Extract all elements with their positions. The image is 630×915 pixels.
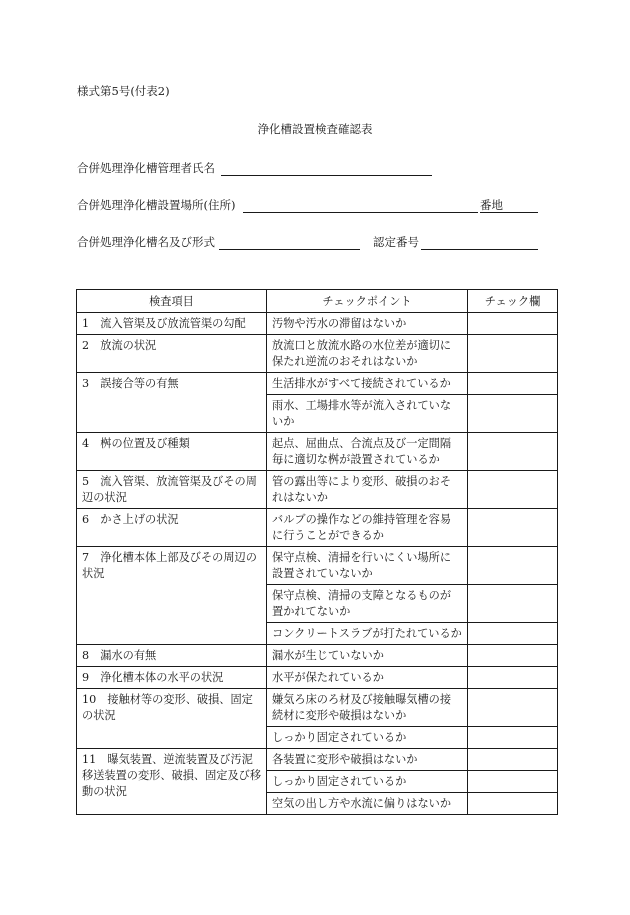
table-row (77, 471, 558, 509)
table-row (77, 509, 558, 547)
check-cell[interactable] (468, 395, 558, 433)
header-check: チェック欄 (468, 290, 558, 313)
checkpoint: 水平が保たれているか (267, 667, 468, 689)
check-cell[interactable] (468, 793, 558, 815)
check-cell[interactable] (468, 547, 558, 585)
checkpoint: しっかり固定されているか (267, 727, 468, 749)
check-cell[interactable] (468, 373, 558, 395)
location-field[interactable] (243, 200, 478, 213)
checkpoint: 雨水、工場排水等が流入されていないか (267, 395, 468, 433)
checkpoint: 生活排水がすべて接続されているか (267, 373, 468, 395)
name-type-label: 合併処理浄化槽名及び形式 (77, 235, 215, 249)
checkpoint: 放流口と放流水路の水位差が適切に保たれ逆流のおそれはないか (267, 335, 468, 373)
check-cell[interactable] (468, 433, 558, 471)
checkpoint: 管の露出等により変形、破損のおそれはないか (267, 471, 468, 509)
cert-number-field[interactable] (421, 237, 538, 250)
checkpoint: 起点、屈曲点、合流点及び一定間隔毎に適切な桝が設置されているか (267, 433, 468, 471)
table-row (77, 313, 558, 335)
manager-name-field[interactable] (221, 163, 432, 176)
table-row (77, 689, 558, 727)
table-row (77, 645, 558, 667)
table-row (77, 433, 558, 471)
checkpoint: バルブの操作などの維持管理を容易に行うことができるか (267, 509, 468, 547)
check-cell[interactable] (468, 509, 558, 547)
page-title: 浄化槽設置検査確認表 (257, 122, 373, 136)
table-row (77, 373, 558, 395)
checkpoint: 保守点検、清掃の支障となるものが置かれてないか (267, 585, 468, 623)
inspection-item: 2 放流の状況 (77, 335, 267, 373)
check-cell[interactable] (468, 771, 558, 793)
inspection-item: 10 接触材等の変形、破損、固定の状況 (77, 689, 267, 749)
checkpoint: しっかり固定されているか (267, 771, 468, 793)
location-label: 合併処理浄化槽設置場所(住所) (77, 198, 236, 212)
check-cell[interactable] (468, 645, 558, 667)
check-cell[interactable] (468, 689, 558, 727)
check-cell[interactable] (468, 471, 558, 509)
checkpoint: 嫌気ろ床のろ材及び接触曝気槽の接続材に変形や破損はないか (267, 689, 468, 727)
checkpoint: コンクリートスラブが打たれているか (267, 623, 468, 645)
check-cell[interactable] (468, 667, 558, 689)
table-row (77, 335, 558, 373)
checkpoint: 保守点検、清掃を行いにくい場所に設置されていないか (267, 547, 468, 585)
check-cell[interactable] (468, 749, 558, 771)
banchi-underline (480, 200, 538, 213)
cert-label: 認定番号 (373, 235, 419, 249)
name-type-field[interactable] (219, 237, 360, 250)
inspection-item: 7 浄化槽本体上部及びその周辺の状況 (77, 547, 267, 645)
manager-name-label: 合併処理浄化槽管理者氏名 (77, 161, 215, 175)
inspection-item: 5 流入管渠、放流管渠及びその周辺の状況 (77, 471, 267, 509)
inspection-item: 11 曝気装置、逆流装置及び汚泥移送装置の変形、破損、固定及び移動の状況 (77, 749, 267, 815)
inspection-item: 4 桝の位置及び種類 (77, 433, 267, 471)
inspection-item: 1 流入管渠及び放流管渠の勾配 (77, 313, 267, 335)
check-cell[interactable] (468, 623, 558, 645)
table-row (77, 749, 558, 771)
header-checkpoint: チェックポイント (267, 290, 468, 313)
check-cell[interactable] (468, 335, 558, 373)
header-item: 検査項目 (77, 290, 267, 313)
checkpoint: 汚物や汚水の滞留はないか (267, 313, 468, 335)
check-cell[interactable] (468, 313, 558, 335)
inspection-item: 6 かさ上げの状況 (77, 509, 267, 547)
checkpoint: 空気の出し方や水流に偏りはないか (267, 793, 468, 815)
inspection-item: 9 浄化槽本体の水平の状況 (77, 667, 267, 689)
checkpoint: 各装置に変形や破損はないか (267, 749, 468, 771)
inspection-table (76, 289, 558, 815)
inspection-item: 8 漏水の有無 (77, 645, 267, 667)
table-row (77, 547, 558, 585)
form-number: 様式第5号(付表2) (77, 84, 170, 98)
table-header-row (77, 290, 558, 313)
table-row (77, 667, 558, 689)
banchi-label: 番地 (480, 198, 503, 212)
check-cell[interactable] (468, 727, 558, 749)
check-cell[interactable] (468, 585, 558, 623)
inspection-item: 3 誤接合等の有無 (77, 373, 267, 433)
checkpoint: 漏水が生じていないか (267, 645, 468, 667)
